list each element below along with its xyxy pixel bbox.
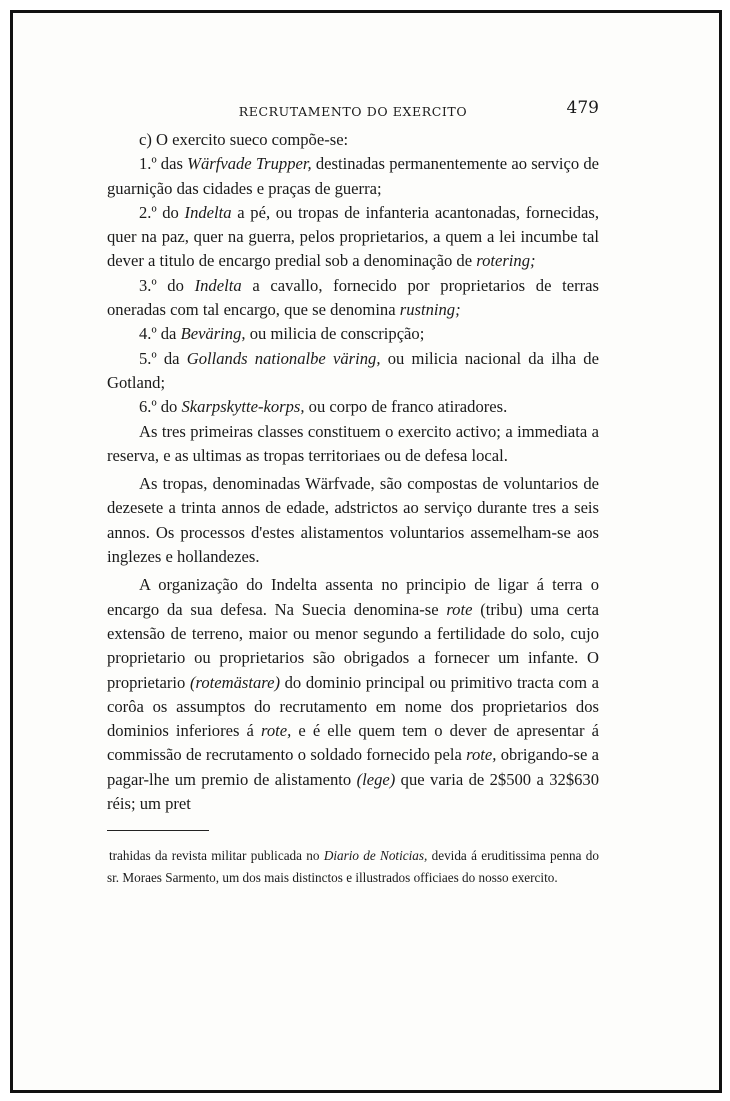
body-text bbox=[107, 128, 599, 816]
page-header bbox=[107, 98, 599, 128]
text-run: e é elle quem tem o dever de apresentar á commissão de recrutamento o soldado fornecido pela bbox=[107, 721, 600, 765]
paragraph bbox=[107, 573, 599, 816]
paragraph bbox=[107, 274, 599, 323]
footnote bbox=[107, 845, 599, 888]
italic-text: Wärfvade Trupper, bbox=[187, 154, 312, 174]
text-run: a cavallo, fornecido por proprietarios de terras oneradas com tal encargo, que se denomina bbox=[107, 275, 599, 320]
page-number: 479 bbox=[566, 98, 599, 118]
italic-text: Beväring, bbox=[180, 324, 246, 344]
page-frame bbox=[10, 10, 722, 1093]
text-run: ou corpo de franco atiradores. bbox=[304, 397, 508, 417]
text-run: 4.º da bbox=[139, 324, 181, 344]
text-run: 5.º da bbox=[139, 348, 187, 368]
text-run: ou milicia nacional da ilha de Gotland; bbox=[107, 348, 599, 392]
text-run: trahidas da revista militar publicada no bbox=[109, 848, 324, 864]
italic-text: (rotemästare) bbox=[189, 672, 280, 692]
running-title: RECRUTAMENTO DO EXERCITO bbox=[238, 104, 468, 119]
footnote-rule bbox=[107, 830, 209, 831]
paragraph bbox=[107, 128, 599, 152]
text-run: 2.º do bbox=[139, 202, 185, 222]
paragraph bbox=[107, 152, 599, 201]
italic-text: Diario de Noticias, bbox=[323, 848, 428, 864]
italic-text: rote bbox=[446, 599, 473, 619]
text-run: ou milicia de conscripção; bbox=[245, 324, 425, 344]
text-run: obrigando-se a pagar-lhe um premio de alistamento bbox=[107, 745, 599, 789]
text-run: destinadas permanentemente ao serviço de guarnição das cidades e praças de guerra; bbox=[107, 154, 600, 198]
italic-text: Gollands nationalbe väring, bbox=[186, 348, 381, 368]
text-run: A organização do Indelta assenta no principio de ligar á terra o encargo da sua defesa. Na Suecia denomina-se bbox=[107, 575, 599, 619]
text-run: do dominio principal ou primitivo tracta com a corôa os assumptos do recrutamento em nome dos proprietarios dos dominios inferiores á bbox=[107, 672, 599, 741]
text-run: 3.º do bbox=[139, 275, 195, 295]
paragraph bbox=[107, 395, 599, 419]
italic-text: Indelta bbox=[194, 275, 242, 295]
italic-text: rote, bbox=[261, 721, 292, 741]
text-run: (tribu) uma certa extensão de terreno, maior ou menor segundo a fertilidade do solo, cujo proprietario ou proprietarios são obrigados a fornecer um infante. O proprietario bbox=[107, 599, 600, 692]
paragraph bbox=[107, 201, 599, 274]
text-run: As tropas, denominadas Wärfvade, são compostas de voluntarios de dezesete a trinta annos de edade, adstrictos ao serviço durante tres a seis annos. Os processos d'estes alistamentos voluntarios assemelham-se aos inglezes e hollandezes. bbox=[107, 474, 599, 567]
italic-text: Indelta bbox=[184, 202, 232, 222]
italic-text: rotering; bbox=[476, 251, 536, 271]
paragraph bbox=[107, 472, 599, 569]
text-run: As tres primeiras classes constituem o exercito activo; a immediata a reserva, e as ultimas as tropas territoriaes ou de defesa local. bbox=[107, 421, 599, 465]
italic-text: (lege) bbox=[356, 769, 396, 789]
italic-text: Skarpskytte-korps, bbox=[181, 397, 305, 417]
book-page bbox=[107, 98, 599, 888]
paragraph bbox=[107, 347, 599, 396]
text-run: c) O exercito sueco compõe-se: bbox=[139, 130, 349, 149]
italic-text: rustning; bbox=[399, 300, 461, 320]
text-run: devida á eruditissima penna do sr. Moraes Sarmento, um dos mais distinctos e illustrados officiaes do nosso exercito. bbox=[107, 848, 599, 885]
text-run: que varia de 2$500 a 32$630 réis; um pret bbox=[107, 769, 600, 814]
paragraph bbox=[107, 322, 599, 346]
text-run: 6.º do bbox=[139, 397, 182, 417]
text-run: 1.º das bbox=[139, 154, 188, 174]
italic-text: rote, bbox=[466, 745, 497, 765]
paragraph bbox=[107, 420, 599, 469]
text-run: a pé, ou tropas de infanteria acantonadas, fornecidas, quer na paz, quer na guerra, pelos proprietarios, a quem a lei incumbe tal dever a titulo de encargo predial sob a denominação de bbox=[107, 202, 600, 271]
